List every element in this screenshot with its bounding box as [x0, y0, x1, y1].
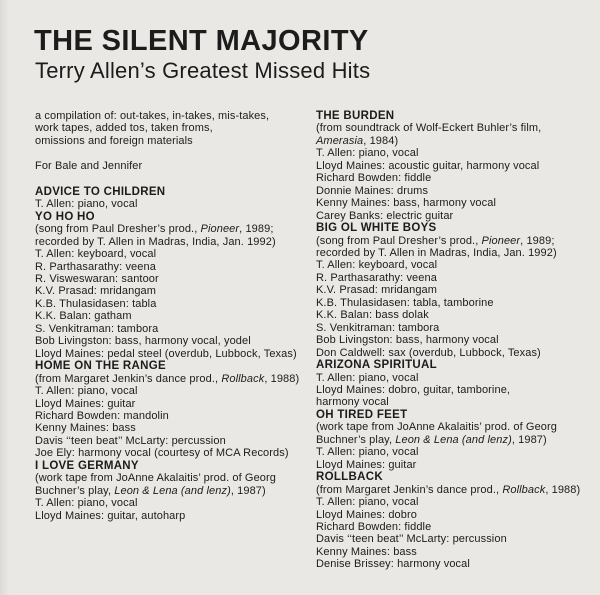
credit-line	[316, 384, 598, 396]
credit-line	[316, 421, 598, 433]
credit-line	[35, 298, 315, 310]
text-segment: K.V. Prasad: mridangam	[316, 284, 438, 297]
text-segment: Don Caldwell: sax (overdub, Lubbock, Texas)	[316, 346, 541, 359]
text-segment: recorded by T. Allen in Madras, India, Jan. 1992)	[35, 235, 276, 248]
text-segment: Denise Brissey: harmony vocal	[316, 558, 470, 571]
credit-line	[316, 259, 598, 271]
work-title-italic: Pioneer	[200, 223, 240, 236]
credit-line	[316, 197, 598, 209]
text-segment: Buchner’s play,	[35, 484, 115, 497]
text-segment: Lloyd Maines: dobro	[316, 508, 417, 521]
text-segment: T. Allen: piano, vocal	[35, 497, 138, 510]
text-segment: (song from Paul Dresher’s prod.,	[316, 234, 482, 247]
credit-line	[35, 248, 315, 260]
credit-line	[316, 135, 598, 147]
text-segment: Lloyd Maines: pedal steel (overdub, Lubbock, Texas)	[35, 347, 297, 360]
track-heading	[35, 460, 315, 472]
credit-line	[35, 435, 315, 447]
track-heading	[35, 211, 315, 223]
track-heading	[316, 409, 598, 421]
credit-line	[35, 335, 315, 347]
text-segment: (from soundtrack of Wolf-Eckert Buhler’s film,	[316, 122, 542, 135]
credit-line	[35, 261, 315, 273]
track-heading	[316, 359, 598, 371]
text-segment: R. Visweswaran: santoor	[35, 272, 159, 285]
credit-line	[316, 235, 598, 247]
text-segment: OH TIRED FEET	[316, 408, 408, 421]
credit-line	[35, 110, 315, 122]
work-title-italic: Rollback	[502, 483, 546, 496]
text-segment: I LOVE GERMANY	[35, 459, 139, 472]
track-heading	[316, 110, 598, 122]
text-segment: K.K. Balan: bass dolak	[316, 309, 429, 322]
credit-line	[35, 348, 315, 360]
text-segment: T. Allen: piano, vocal	[316, 496, 419, 509]
text-segment: K.B. Thulasidasen: tabla	[35, 297, 157, 310]
text-segment: T. Allen: keyboard, vocal	[35, 248, 157, 261]
album-subtitle: Terry Allen’s Greatest Missed Hits	[35, 58, 371, 83]
text-segment: (work tape from JoAnne Akalaitis’ prod. of Georg	[316, 421, 558, 434]
text-segment: (work tape from JoAnne Akalaitis’ prod. of Georg	[35, 472, 277, 485]
credit-line	[316, 147, 598, 159]
credit-line	[35, 135, 315, 147]
work-title-italic: Rollback	[221, 372, 265, 385]
text-segment: , 1987)	[230, 484, 266, 497]
credit-line	[316, 297, 598, 309]
credit-line	[316, 272, 598, 284]
text-segment: Lloyd Maines: acoustic guitar, harmony vocal	[316, 159, 540, 172]
text-segment: T. Allen: piano, vocal	[316, 147, 419, 160]
text-segment: Lloyd Maines: dobro, guitar, tamborine,	[316, 383, 511, 396]
text-segment: Kenny Maines: bass	[316, 545, 417, 558]
spacer	[35, 173, 315, 186]
credit-line	[316, 546, 598, 558]
credit-line	[316, 122, 598, 134]
text-segment: Kenny Maines: bass	[35, 422, 136, 435]
work-title-italic: Leon & Lena (and lenz)	[114, 484, 231, 497]
text-segment: recorded by T. Allen in Madras, India, Jan. 1992)	[316, 246, 557, 259]
text-segment: Donnie Maines: drums	[316, 184, 429, 197]
text-segment: YO HO HO	[35, 210, 95, 223]
credit-line	[35, 398, 315, 410]
credit-line	[316, 396, 598, 408]
credit-line	[35, 472, 315, 484]
text-segment: , 1989;	[520, 234, 555, 247]
credit-line	[316, 446, 598, 458]
credit-line	[316, 509, 598, 521]
track-heading	[316, 471, 598, 483]
credit-line	[35, 385, 315, 397]
credit-line	[35, 198, 315, 210]
track-heading	[316, 222, 598, 234]
credit-line	[316, 558, 598, 570]
text-segment: BIG OL WHITE BOYS	[316, 222, 437, 235]
work-title-italic: Amerasia	[316, 134, 364, 147]
text-segment: R. Parthasarathy: veena	[316, 271, 437, 284]
text-segment: , 1989;	[239, 223, 274, 236]
credit-line	[35, 285, 315, 297]
credit-line	[316, 484, 598, 496]
credit-line	[316, 347, 598, 359]
text-segment: T. Allen: piano, vocal	[316, 446, 419, 459]
credit-line	[316, 247, 598, 259]
text-segment: S. Venkitraman: tambora	[316, 321, 440, 334]
text-segment: Richard Bowden: fiddle	[316, 520, 432, 533]
text-segment: a compilation of: out-takes, in-takes, mis-takes,	[35, 110, 270, 122]
text-segment: T. Allen: keyboard, vocal	[316, 259, 438, 272]
text-segment: THE BURDEN	[316, 110, 395, 122]
credit-line	[35, 122, 315, 134]
credit-line	[316, 533, 598, 545]
work-title-italic: Leon & Lena (and lenz)	[395, 433, 512, 446]
credit-line	[316, 496, 598, 508]
credit-line	[316, 322, 598, 334]
text-segment: Bob Livingston: bass, harmony vocal	[316, 334, 499, 347]
credit-line	[35, 373, 315, 385]
credits-column-left	[35, 110, 315, 522]
credit-line	[316, 210, 598, 222]
credit-line	[35, 510, 315, 522]
text-segment: Lloyd Maines: guitar, autoharp	[35, 509, 186, 522]
text-segment: , 1988)	[545, 483, 581, 496]
text-segment: Joe Ely: harmony vocal (courtesy of MCA Records)	[35, 447, 289, 460]
credit-line	[316, 160, 598, 172]
credit-line	[35, 223, 315, 235]
text-segment: (from Margaret Jenkin’s dance prod.,	[316, 483, 503, 496]
credit-line	[35, 310, 315, 322]
text-segment: Carey Banks: electric guitar	[316, 209, 454, 222]
text-segment: (song from Paul Dresher’s prod.,	[35, 223, 201, 236]
credit-line	[316, 284, 598, 296]
text-segment: K.V. Prasad: mridangam	[35, 285, 157, 298]
credit-line	[35, 485, 315, 497]
credit-line	[316, 521, 598, 533]
text-segment: K.K. Balan: gatham	[35, 310, 132, 323]
text-segment: omissions and foreign materials	[35, 134, 193, 147]
text-segment: Bob Livingston: bass, harmony vocal, yodel	[35, 335, 251, 348]
credit-line	[316, 459, 598, 471]
text-segment: T. Allen: piano, vocal	[316, 371, 419, 384]
credit-line	[35, 160, 315, 172]
track-heading	[35, 186, 315, 198]
text-segment: T. Allen: piano, vocal	[35, 385, 138, 398]
text-segment: (from Margaret Jenkin’s dance prod.,	[35, 372, 222, 385]
text-segment: R. Parthasarathy: veena	[35, 260, 156, 273]
credit-line	[316, 309, 598, 321]
text-segment: S. Venkitraman: tambora	[35, 322, 159, 335]
text-segment: Buchner’s play,	[316, 433, 396, 446]
credit-line	[316, 434, 598, 446]
text-segment: Lloyd Maines: guitar	[35, 397, 136, 410]
text-segment: , 1988)	[264, 372, 300, 385]
text-segment: , 1987)	[511, 433, 547, 446]
credit-line	[35, 422, 315, 434]
text-segment: Kenny Maines: bass, harmony vocal	[316, 197, 496, 210]
credit-line	[35, 236, 315, 248]
credit-line	[316, 185, 598, 197]
text-segment: ARIZONA SPIRITUAL	[316, 359, 437, 372]
text-segment: , 1984)	[363, 134, 399, 147]
text-segment: harmony vocal	[316, 396, 389, 409]
text-segment: K.B. Thulasidasen: tabla, tamborine	[316, 296, 494, 309]
track-heading	[35, 360, 315, 372]
spacer	[35, 147, 315, 160]
text-segment: Richard Bowden: fiddle	[316, 172, 432, 185]
credit-line	[316, 172, 598, 184]
text-segment: T. Allen: piano, vocal	[35, 198, 138, 211]
work-title-italic: Pioneer	[481, 234, 521, 247]
text-segment: Richard Bowden: mandolin	[35, 409, 169, 422]
text-segment: Davis ‘‘teen beat’’ McLarty: percussion	[316, 533, 507, 546]
text-segment: ADVICE TO CHILDREN	[35, 185, 166, 198]
text-segment: HOME ON THE RANGE	[35, 360, 166, 373]
text-segment: work tapes, added tos, taken froms,	[35, 122, 213, 135]
credits-column-right	[316, 110, 598, 571]
credit-line	[35, 497, 315, 509]
credit-line	[35, 447, 315, 459]
text-segment: Davis ‘‘teen beat’’ McLarty: percussion	[35, 434, 226, 447]
text-segment: Lloyd Maines: guitar	[316, 458, 417, 471]
album-title: THE SILENT MAJORITY	[34, 25, 369, 57]
text-segment: For Bale and Jennifer	[35, 160, 143, 173]
credit-line	[316, 334, 598, 346]
credit-line	[316, 372, 598, 384]
credit-line	[35, 323, 315, 335]
credit-line	[35, 410, 315, 422]
credit-line	[35, 273, 315, 285]
text-segment: ROLLBACK	[316, 471, 383, 484]
